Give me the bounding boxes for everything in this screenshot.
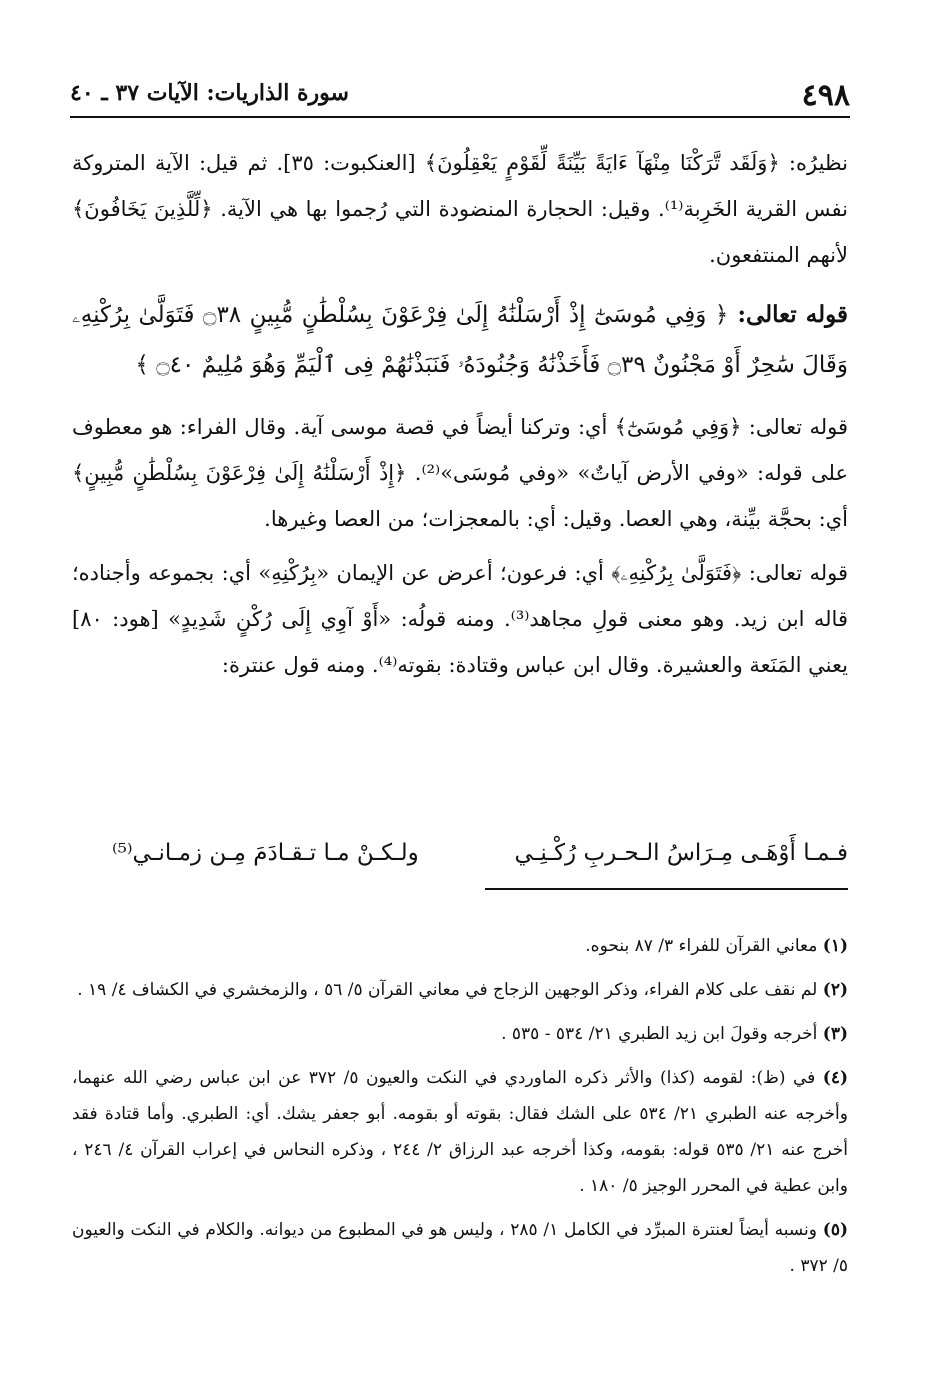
footnote-separator (485, 888, 848, 890)
footnote-1 (72, 928, 848, 964)
footnote-number: (٢) (822, 980, 848, 1000)
paragraph-2: قوله تعالى: ﴿وَفِي مُوسَىٰٓ﴾ أي: وتركنا أيضاً في قصة موسى آية. وقال الفراء: هو معطوف على قوله: «وفي الأرض آياتٌ» «وفي مُوسَى»⁽²⁾. ﴿إِذْ أَرْسَلْنَٰهُ إِلَىٰ فِرْعَوْنَ بِسُلْطَٰنٍ مُّبِينٍ﴾ أي: بحجَّة بيِّنة، وهي العصا. وقيل: أي: بالمعجزات؛ من العصا وغيرها. (72, 415, 848, 531)
footnote-5 (72, 1212, 848, 1284)
footnote-text: ونسبه أيضاً لعنترة المبرِّد في الكامل ١/ ٢٨٥ ، وليس هو في المطبوع من ديوانه. والكلام في النكت والعيون ٥/ ٣٧٢ . (72, 1220, 848, 1276)
header-rule (70, 116, 850, 118)
footnote-4 (72, 1060, 848, 1204)
paragraph-1: نظيرُه: ﴿وَلَقَد تَّرَكْنَا مِنْهَآ ءَايَةً بَيِّنَةً لِّقَوْمٍ يَعْقِلُونَ﴾ [العنكبوت: ٣٥]. ثم قيل: الآية المتروكة نفس القرية الخَرِبة⁽¹⁾. وقيل: الحجارة المنضودة التي رُجموا بها هي الآية. ﴿لِّلَّذِينَ يَخَافُونَ﴾ لأنهم المنتفعون. (72, 151, 849, 267)
footnote-number: (٤) (822, 1068, 848, 1088)
verse-label: قوله تعالى: (737, 301, 848, 328)
footnote-3 (72, 1016, 848, 1052)
footnote-number: (٣) (822, 1024, 848, 1044)
footnote-text: أخرجه وقولَ ابن زيد الطبري ٢١/ ٥٣٤ - ٥٣٥ . (501, 1024, 818, 1044)
running-title: سورة الذاريات: الآيات ٣٧ ـ ٤٠ (70, 80, 349, 106)
poem-hemistich-2: ولـكـنْ مـا تـقـادَمَ مِـن زمـانـي⁽⁵⁾ (112, 840, 419, 866)
main-text (72, 140, 848, 688)
quran-verse-block (72, 290, 848, 390)
footnotes (72, 928, 848, 1292)
verse-text: ﴿ وَفِي مُوسَىٰٓ إِذْ أَرْسَلْنَٰهُ إِلَىٰ فِرْعَوْنَ بِسُلْطَٰنٍ مُّبِينٍ ۝٣٨ فَتَوَلَّىٰ بِرُكْنِهِۦ وَقَالَ سَٰحِرٌ أَوْ مَجْنُونٌ ۝٣٩ فَأَخَذْنَٰهُ وَجُنُودَهُۥ فَنَبَذْنَٰهُمْ فِى ٱلْيَمِّ وَهُوَ مُلِيمٌ ۝٤٠ ﴾ (72, 302, 848, 378)
footnote-text: في (ظ): لقومه (كذا) والأثر ذكره الماوردي في النكت والعيون ٥/ ٣٧٢ عن ابن عباس رضي الله عنهما، وأخرجه عنه الطبري ٢١/ ٥٣٤ على الشك فقال: بقوته أو بقومه. أبو جعفر يشك. أي: الطبري. وأما قتادة فقد أخرج عنه ٢١/ ٥٣٥ قوله: بقومه، وكذا أخرجه عبد الرزاق ٢/ ٢٤٤ ، وذكره النحاس في إعراب القرآن ٤/ ٢٤٦ ، وابن عطية في المحرر الوجيز ٥/ ١٨٠ . (72, 1068, 848, 1196)
footnote-text: لم نقف على كلام الفراء، وذكر الوجهين الزجاج في معاني القرآن ٥/ ٥٦ ، والزمخشري في الكشاف ٤/ ١٩ . (77, 980, 818, 1000)
poem-hemistich-1: فـمـا أَوْهَـى مِـرَاسُ الـحـربِ رُكْـنِـي (514, 840, 848, 866)
footnote-text: معاني القرآن للفراء ٣/ ٨٧ بنحوه. (585, 936, 818, 956)
poem-verse (72, 840, 848, 884)
footnote-number: (٥) (822, 1220, 848, 1240)
footnote-2 (72, 972, 848, 1008)
footnote-number: (١) (822, 936, 848, 956)
paragraph-3: قوله تعالى: ﴿فَتَوَلَّىٰ بِرُكْنِهِۦ﴾ أي: فرعون؛ أعرض عن الإيمان «بِرُكْنِهِ» أي: بجموعه وأجناده؛ قاله ابن زيد. وهو معنى قولِ مجاهد⁽³⁾. ومنه قولُه: «أَوْ آوِي إِلَى رُكْنٍ شَدِيدٍ» [هود: ٨٠] يعني المَنَعة والعشيرة. وقال ابن عباس وقتادة: بقوته⁽⁴⁾. ومنه قول عنترة: (72, 561, 848, 677)
page-number: ٤٩٨ (801, 78, 850, 113)
page-header (70, 70, 850, 116)
